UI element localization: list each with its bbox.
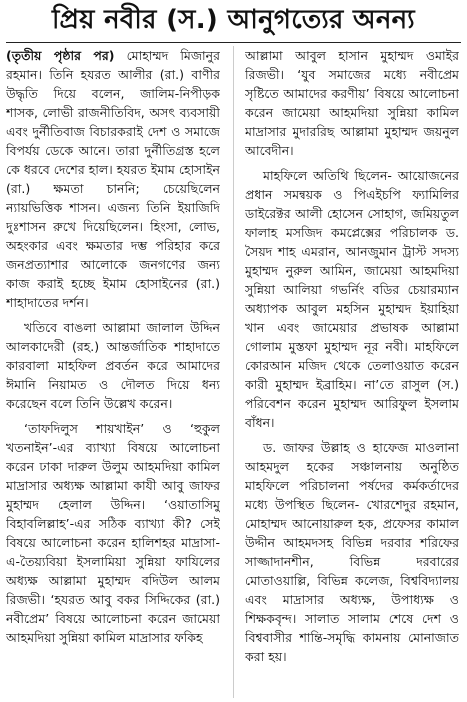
right-column [245, 46, 459, 698]
right-paragraph-2: মাহফিলে অতিথি ছিলেন- আয়োজনের প্রধান সমন্বয়ক ও পিএইচপি ফ্যামিলির ডাইরেক্টর আলী হোসেন সোহাগ, জমিয়তুল ফালাহ মসজিদ কমপ্লেক্সের পরিচালক ড. সৈয়দ শাহ এমরান, আনজুমান ট্রাস্ট সদস্য মুহাম্মদ নুরুল আমিন, জামেয়া আহমদিয়া সুন্নিয়া আলিয়া গভর্নিং বডির চেয়ারম্যান অধ্যাপক আবুল মহসিন মুহাম্মদ ইয়াহিয়া খান এবং জামেয়ার প্রভাষক আল্লামা গোলাম মুস্তফা মুহাম্মদ নূর নবী। মাহফিলে কোরআন মজিদ থেকে তেলাওয়াত করেন কারী মুহাম্মদ ইব্রাহিম। না’তে রাসুল (স.) পরিবেশন করেন মুহাম্মদ আরিফুল ইসলাম বাঁধন। [245, 168, 459, 430]
left-column [6, 46, 220, 698]
column-divider [233, 46, 234, 698]
right-paragraph-3: ড. জাফর উল্লাহ ও হাফেজ মাওলানা আহমদুল হকের সঞ্চালনায় অনুষ্ঠিত মাহফিলে পরিচালনা পর্ষদের কর্মকর্তাদের মধ্যে উপস্থিত ছিলেন- খোরশেদুর রহমান, মোহাম্মদ আনোয়ারুল হক, প্রফেসর কামাল উদ্দীন আহমদসহ বিভিন্ন দরবার শরিফের সাজ্জাদানশীন, বিভিন্ন দরবারের মোতাওয়াল্লি, বিভিন্ন কলেজ, বিশ্ববিদ্যালয় এবং মাদ্রাসার অধ্যক্ষ, উপাধ্যক্ষ ও শিক্ষকবৃন্দ। সালাত সালাম শেষে দেশ ও বিশ্ববাসীর শান্তি-সমৃদ্ধি কামনায় মোনাজাত করা হয়। [245, 440, 459, 664]
continuation-label: (তৃতীয় পৃষ্ঠার পর) [6, 48, 115, 63]
right-paragraph-1: আল্লামা আবুল হাসান মুহাম্মদ ওমাইর রিজভী। ‘যুব সমাজের মধ্যে নবীপ্রেম সৃষ্টিতে আমাদের করণীয়’ বিষয়ে আলোচনা করেন জামেয়া আহমদিয়া সুন্নিয়া কামিল মাদ্রাসার মুদাররিছ আল্লামা মুহাম্মদ জয়নুল আবেদীন। [245, 48, 459, 158]
headline-rule [6, 42, 461, 43]
left-paragraph-2: খতিবে বাঙলা আল্লামা জালাল উদ্দিন আলকাদেরী (রহ.) আন্তর্জাতিক শাহাদাতে কারবালা মাহফিল প্রবর্তন করে আমাদের ঈমানি নিয়ামত ও দৌলত দিয়ে ধন্য করেছেন বলে তিনি উল্লেখ করেন। [6, 320, 220, 411]
left-paragraph-1 [6, 46, 220, 312]
left-paragraph-1-text: মোহাম্মদ মিজানুর রহমান। তিনি হযরত আলীর (রা.) বাণীর উদ্ধৃতি দিয়ে বলেন, জালিম-নিপীড়ক শাসক, লোভী রাজনীতিবিদ, অসৎ ব্যবসায়ী এবং দুর্নীতিবাজ বিচারকরাই দেশ ও সমাজে বিপর্যয় ডেকে আনে। তারা দুর্নীতিগ্রস্ত হলে কে ধরবে দেশের হাল। হযরত ইমাম হোসাইন (রা.) ক্ষমতা চাননি; চেয়েছিলেন ন্যায়ভিত্তিক শাসন। এজন্য তিনি ইয়াজিদি দুঃশাসন রুখে দিয়েছিলেন। হিংসা, লোভ, অহংকার এবং ক্ষমতার দম্ভ পরিহার করে জনপ্রত্যাশার আলোকে জনগণের জন্য কাজ করাই হচ্ছে ইমাম হোসাইনের (রা.) শাহাদাতের দর্শন। [6, 48, 220, 310]
left-paragraph-3: ‘তাফদিলুস শায়খাইন’ ও ‘হুকুল খতনাইন’-এর ব্যাখ্যা বিষয়ে আলোচনা করেন ঢাকা দারুল উলুম আহমদিয়া কামিল মাদ্রাসার অধ্যক্ষ আল্লামা কাযী আবু জাফর মুহাম্মদ হেলাল উদ্দিন। ‘ওয়াতাসিমু বিহাবলিল্লাহ’-এর সঠিক ব্যাখ্যা কী? সেই বিষয়ে আলোচনা করেন হালিশহর মাদ্রাসা-এ-তৈয়্যবিয়া ইসলামিয়া সুন্নিয়া ফাযিলের অধ্যক্ষ আল্লামা মুহাম্মদ বদিউল আলম রিজভী। ‘হযরত আবু বকর সিদ্দিকের (রা.) নবীপ্রেম’ বিষয়ে আলোচনা করেন জামেয়া আহমদিয়া সুন্নিয়া কামিল মাদ্রাসার ফকিহ [6, 421, 220, 645]
headline: প্রিয় নবীর (স.) আনুগত্যের অনন্য [52, 5, 415, 35]
